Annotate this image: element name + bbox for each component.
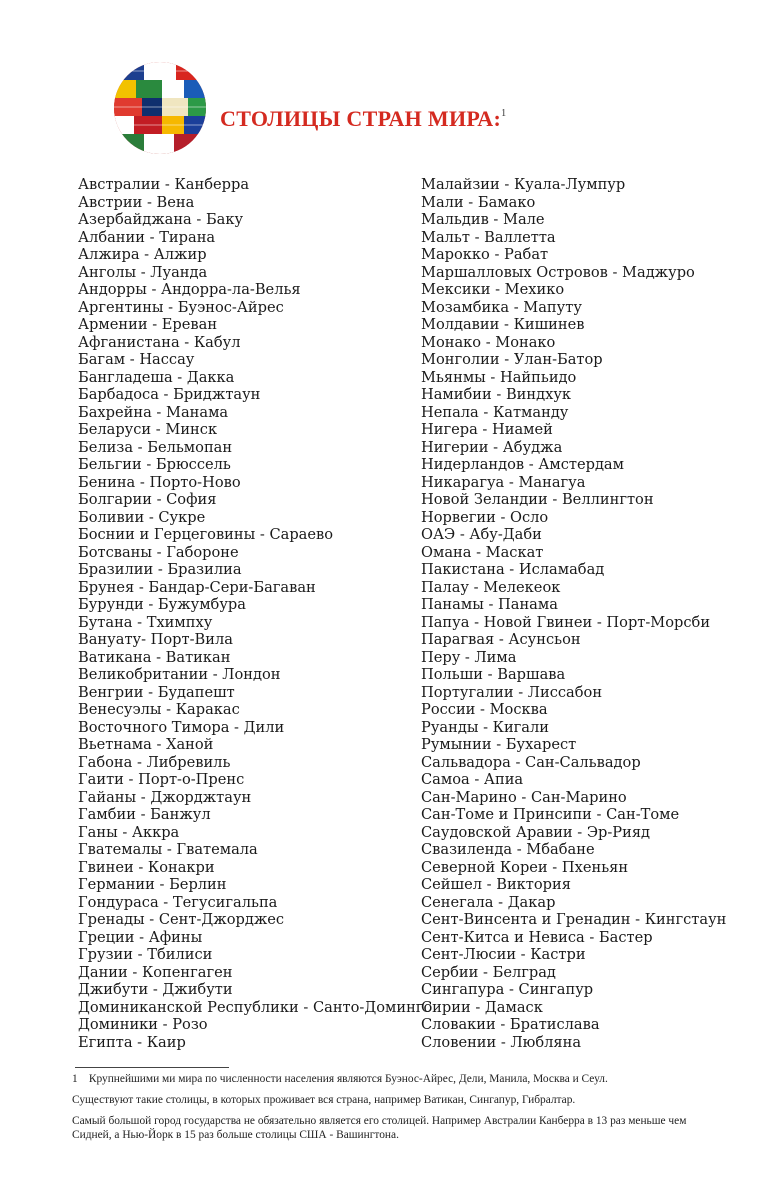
list-item: Словении - Любляна: [421, 1033, 582, 1051]
capitals-list-right: [421, 176, 726, 1051]
list-item: Гаити - Порт-о-Пренс: [78, 771, 245, 788]
note-largest-city: Самый большой город государства не обязательно является его столицей. Например Австралии Канберра в 13 раз меньше чем Сидней, а Нью-Йорк в 15 раз больше столицы США - Вашингтона.: [72, 1115, 687, 1141]
list-item: Греции - Афины: [78, 928, 203, 946]
list-item: Белиза - Бельмопан: [78, 438, 233, 456]
list-item: Гайаны - Джорджтаун: [78, 788, 252, 806]
list-item: Саудовской Аравии - Эр-Рияд: [421, 823, 651, 841]
list-item: Мальдив - Мале: [421, 211, 545, 228]
note-capitals-whole-country: Существуют такие столицы, в которых проживает вся страна, например Ватикан, Сингапур, Гибралтар.: [72, 1094, 576, 1106]
list-item: Румынии - Бухарест: [421, 736, 577, 753]
list-item: Словакии - Братислава: [421, 1016, 600, 1033]
list-item: Португалии - Лиссабон: [421, 683, 603, 701]
list-item: Барбадоса - Бриджтаун: [78, 386, 261, 403]
list-item: Нидерландов - Амстердам: [421, 456, 624, 473]
list-item: Гамбии - Банжул: [78, 806, 211, 823]
list-item: Бурунди - Бужумбура: [78, 596, 246, 613]
list-item: Пакистана - Исламабад: [421, 561, 605, 578]
list-item: Нигера - Ниамей: [421, 421, 553, 438]
list-item: Палау - Мелекеок: [421, 578, 561, 596]
list-item: Германии - Берлин: [78, 876, 227, 893]
list-item: Ганы - Аккра: [78, 823, 180, 841]
list-item: Багам - Нассау: [78, 351, 195, 368]
list-item: Аргентины - Буэнос-Айрес: [78, 298, 284, 316]
list-item: Египта - Каир: [78, 1033, 186, 1051]
list-item: Ватикана - Ватикан: [78, 648, 231, 666]
list-item: Афганистана - Кабул: [78, 333, 241, 351]
list-item: Мьянмы - Найпьидо: [421, 368, 577, 386]
list-item: Парагвая - Асунсьон: [421, 631, 581, 648]
list-item: России - Москва: [421, 701, 548, 718]
list-item: Мозамбика - Мапуту: [421, 298, 582, 316]
list-item: Андорры - Андорра-ла-Велья: [78, 281, 301, 298]
list-item: Бутана - Тхимпху: [78, 613, 213, 631]
list-item: Алжира - Алжир: [78, 246, 207, 263]
list-item: Сальвадора - Сан-Сальвадор: [421, 753, 641, 771]
list-item: Вьетнама - Ханой: [78, 736, 214, 753]
list-item: Мальт - Валлетта: [421, 228, 556, 246]
footnote-divider: [75, 1067, 229, 1068]
list-item: Бенина - Порто-Ново: [78, 473, 241, 491]
list-item: Норвегии - Осло: [421, 508, 549, 526]
list-item: Беларуси - Минск: [78, 421, 218, 438]
list-item: Сент-Люсии - Кастри: [421, 946, 586, 963]
list-item: Мали - Бамако: [421, 193, 536, 211]
list-item: Азербайджана - Баку: [78, 211, 244, 228]
list-item: Армении - Ереван: [78, 316, 218, 333]
page-title: [220, 106, 506, 132]
list-item: Сенегала - Дакар: [421, 893, 556, 911]
list-item: Австрии - Вена: [78, 193, 195, 211]
list-item: Омана - Маскат: [421, 543, 544, 561]
list-item: Джибути - Джибути: [78, 981, 233, 998]
list-item: Доминики - Розо: [78, 1016, 208, 1033]
list-item: Бельгии - Брюссель: [78, 456, 231, 473]
list-item: Бахрейна - Манама: [78, 403, 229, 421]
list-item: Сент-Винсента и Гренадин - Кингстаун: [421, 911, 727, 928]
footnote-1: [72, 1072, 712, 1086]
list-item: Перу - Лима: [421, 648, 517, 666]
list-item: Гватемалы - Гватемала: [78, 841, 258, 858]
list-item: Сейшел - Виктория: [421, 876, 571, 893]
page-title-text: СТОЛИЦЫ СТРАН МИРА:: [220, 106, 502, 131]
list-item: ОАЭ - Абу-Даби: [421, 526, 542, 543]
list-item: Самоа - Апиа: [421, 771, 524, 788]
list-item: Сербии - Белград: [421, 963, 556, 981]
list-item: Габона - Либревиль: [78, 753, 231, 771]
list-item: Брунея - Бандар-Сери-Багаван: [78, 578, 316, 596]
list-item: Ботсваны - Габороне: [78, 543, 239, 561]
list-item: Восточного Тимора - Дили: [78, 718, 285, 736]
list-item: Непала - Катманду: [421, 403, 569, 421]
list-item: Вануату- Порт-Вила: [78, 631, 233, 648]
list-item: Мексики - Мехико: [421, 281, 565, 298]
list-item: Грузии - Тбилиси: [78, 946, 213, 963]
list-item: Никарагуа - Манагуа: [421, 473, 586, 491]
list-item: Сан-Марино - Сан-Марино: [421, 788, 627, 806]
list-item: Марокко - Рабат: [421, 246, 549, 263]
list-item: Намибии - Виндхук: [421, 386, 572, 403]
list-item: Сирии - Дамаск: [421, 998, 543, 1016]
list-item: Свазиленда - Мбабане: [421, 841, 595, 858]
footnote-1-text: Крупнейшими ми мира по численности населения являются Буэнос-Айрес, Дели, Манила, Москва и Сеул.: [88, 1073, 608, 1085]
list-item: Анголы - Луанда: [78, 263, 208, 281]
list-item: Сингапура - Сингапур: [421, 981, 594, 998]
list-item: Болгарии - София: [78, 491, 217, 508]
list-item: Руанды - Кигали: [421, 718, 550, 736]
list-item: Доминиканской Республики - Санто-Доминго: [78, 998, 433, 1016]
list-item: Боливии - Сукре: [78, 508, 206, 526]
list-item: Гондураса - Тегусигальпа: [78, 893, 278, 911]
capitals-list-left: [78, 176, 432, 1051]
list-item: Сент-Китса и Невиса - Бастер: [421, 928, 653, 946]
list-item: Гренады - Сент-Джорджес: [78, 911, 285, 928]
list-item: Папуа - Новой Гвинеи - Порт-Морсби: [421, 613, 711, 631]
list-item: Новой Зеландии - Веллингтон: [421, 491, 654, 508]
list-item: Бразилии - Бразилиа: [78, 561, 242, 578]
list-item: Гвинеи - Конакри: [78, 858, 215, 876]
footnote-number: 1: [72, 1073, 78, 1085]
list-item: Нигерии - Абуджа: [421, 438, 563, 456]
list-item: Великобритании - Лондон: [78, 666, 281, 683]
list-item: Монако - Монако: [421, 333, 556, 351]
list-item: Венгрии - Будапешт: [78, 683, 235, 701]
list-item: Бангладеша - Дакка: [78, 368, 235, 386]
list-item: Молдавии - Кишинев: [421, 316, 585, 333]
list-item: Венесуэлы - Каракас: [78, 701, 240, 718]
list-item: Дании - Копенгаген: [78, 963, 233, 981]
list-item: Албании - Тирана: [78, 228, 216, 246]
list-item: Монголии - Улан-Батор: [421, 351, 603, 368]
list-item: Северной Кореи - Пхеньян: [421, 858, 629, 876]
list-item: Польши - Варшава: [421, 666, 566, 683]
list-item: Боснии и Герцеговины - Сараево: [78, 526, 334, 543]
list-item: Маршалловых Островов - Маджуро: [421, 263, 695, 281]
list-item: Сан-Томе и Принсипи - Сан-Томе: [421, 806, 680, 823]
list-item: Панамы - Панама: [421, 596, 558, 613]
world-flags-globe-icon: [114, 62, 206, 154]
list-item: Австралии - Канберра: [78, 176, 250, 193]
footnote-ref: 1: [501, 107, 507, 119]
list-item: Малайзии - Куала-Лумпур: [421, 176, 626, 193]
